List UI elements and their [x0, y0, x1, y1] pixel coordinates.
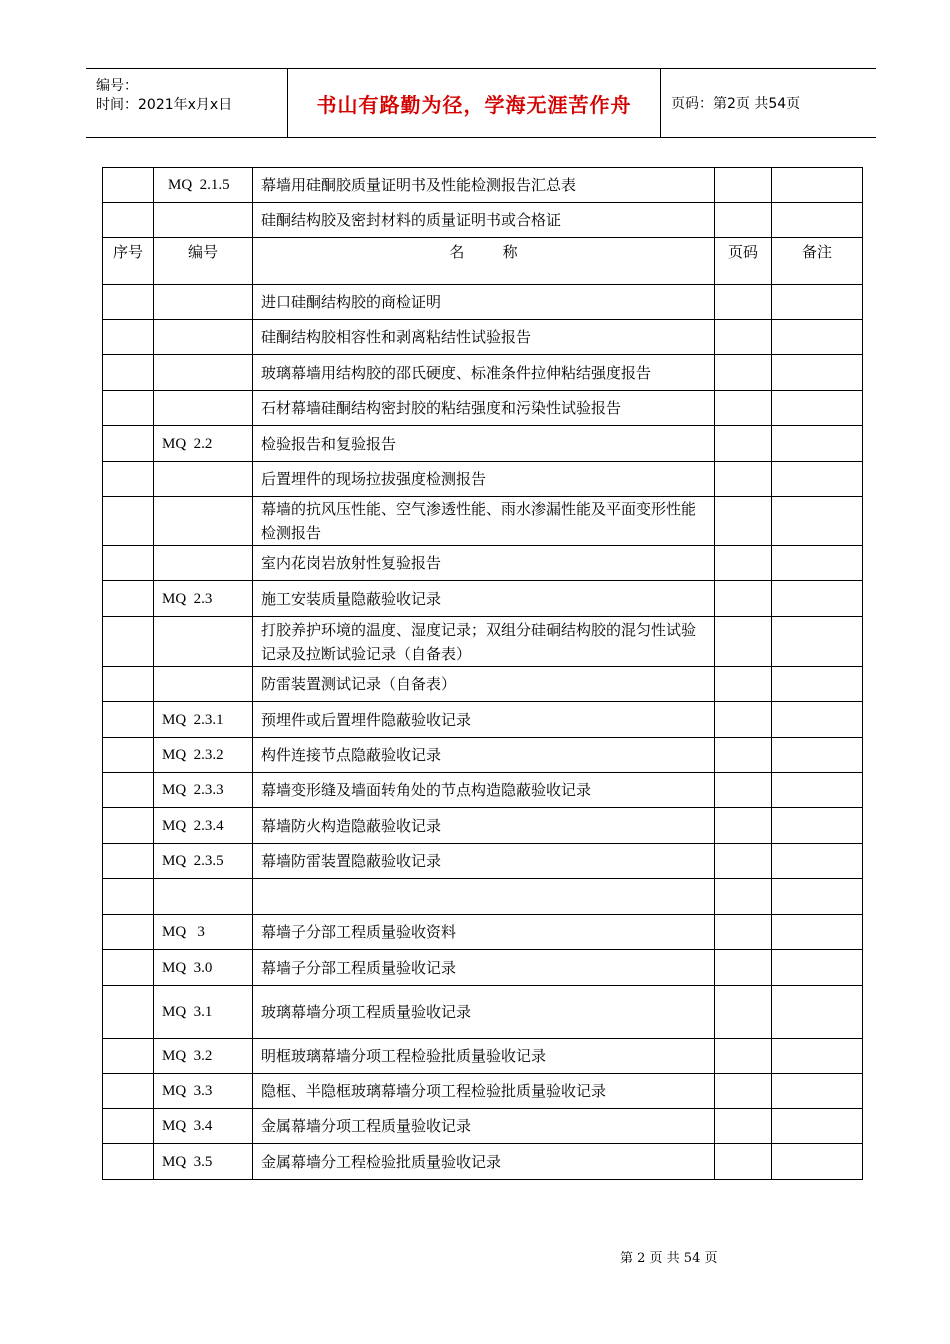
note-cell [772, 581, 863, 617]
seq-cell [103, 285, 154, 320]
page-cell [715, 915, 772, 950]
table-row [103, 617, 863, 667]
page-cell [715, 617, 772, 667]
table-row [103, 915, 863, 950]
code-cell: MQ 2.3.5 [154, 844, 253, 879]
document-time-label: 时间：2021年x月x日 [96, 97, 233, 113]
note-cell [772, 773, 863, 808]
name-cell: 幕墙的抗风压性能、空气渗透性能、雨水渗漏性能及平面变形性能检测报告 [253, 497, 715, 546]
seq-cell [103, 879, 154, 915]
table-row [103, 1109, 863, 1144]
name-cell: 施工安装质量隐蔽验收记录 [253, 581, 715, 617]
seq-cell [103, 168, 154, 203]
table-row [103, 1144, 863, 1180]
name-cell: 隐框、半隐框玻璃幕墙分项工程检验批质量验收记录 [253, 1074, 715, 1109]
code-cell [154, 546, 253, 581]
code-cell: MQ 3.3 [154, 1074, 253, 1109]
code-cell: MQ 3 [154, 915, 253, 950]
seq-cell [103, 986, 154, 1039]
seq-cell [103, 773, 154, 808]
seq-cell [103, 844, 154, 879]
code-cell: MQ 2.3 [154, 581, 253, 617]
code-cell [154, 879, 253, 915]
table-row [103, 950, 863, 986]
table-row [103, 355, 863, 391]
seq-cell [103, 391, 154, 426]
name-cell: 硅酮结构胶相容性和剥离粘结性试验报告 [253, 320, 715, 355]
column-header-seq: 序号 [103, 238, 154, 285]
note-cell [772, 915, 863, 950]
page-cell [715, 581, 772, 617]
document-index-table [102, 167, 863, 1180]
column-header-page: 页码 [715, 238, 772, 285]
seq-cell [103, 203, 154, 238]
name-cell: 硅酮结构胶及密封材料的质量证明书或合格证 [253, 203, 715, 238]
table-body [103, 285, 863, 1180]
code-cell [154, 285, 253, 320]
code-cell [154, 497, 253, 546]
seq-cell [103, 667, 154, 702]
name-cell: 幕墙子分部工程质量验收记录 [253, 950, 715, 986]
page-header [86, 68, 876, 138]
seq-cell [103, 950, 154, 986]
header-page-cell [661, 69, 876, 137]
note-cell [772, 462, 863, 497]
table-row [103, 462, 863, 497]
seq-cell [103, 1039, 154, 1074]
header-page-info: 页码：第2页 共54页 [671, 96, 801, 112]
name-cell: 玻璃幕墙用结构胶的邵氏硬度、标准条件拉伸粘结强度报告 [253, 355, 715, 391]
note-cell [772, 738, 863, 773]
name-cell: 后置埋件的现场拉拔强度检测报告 [253, 462, 715, 497]
table-row [103, 738, 863, 773]
table-row [103, 702, 863, 738]
name-cell: 明框玻璃幕墙分项工程检验批质量验收记录 [253, 1039, 715, 1074]
note-cell [772, 986, 863, 1039]
page-cell [715, 808, 772, 844]
page-cell [715, 355, 772, 391]
table-row [103, 773, 863, 808]
table-row [103, 203, 863, 238]
page-cell [715, 950, 772, 986]
page-cell [715, 320, 772, 355]
seq-cell [103, 355, 154, 391]
table-row [103, 320, 863, 355]
table-row [103, 285, 863, 320]
code-cell: MQ 2.3.1 [154, 702, 253, 738]
note-cell [772, 1039, 863, 1074]
document-number-label: 编号： [96, 78, 138, 94]
page-cell [715, 168, 772, 203]
table-header-row [103, 238, 863, 285]
page-cell [715, 1039, 772, 1074]
code-cell [154, 462, 253, 497]
name-cell: 金属幕墙分工程检验批质量验收记录 [253, 1144, 715, 1180]
code-cell: MQ 2.2 [154, 426, 253, 462]
name-cell: 检验报告和复验报告 [253, 426, 715, 462]
page-cell [715, 1144, 772, 1180]
note-cell [772, 667, 863, 702]
name-cell: 金属幕墙分项工程质量验收记录 [253, 1109, 715, 1144]
page-cell [715, 1074, 772, 1109]
code-cell: MQ 2.3.2 [154, 738, 253, 773]
table-row [103, 391, 863, 426]
seq-cell [103, 1109, 154, 1144]
note-cell [772, 546, 863, 581]
note-cell [772, 702, 863, 738]
seq-cell [103, 915, 154, 950]
note-cell [772, 285, 863, 320]
code-cell [154, 320, 253, 355]
name-cell: 幕墙防火构造隐蔽验收记录 [253, 808, 715, 844]
column-header-note: 备注 [772, 238, 863, 285]
name-cell [253, 879, 715, 915]
table-row [103, 546, 863, 581]
seq-cell [103, 702, 154, 738]
seq-cell [103, 808, 154, 844]
page-cell [715, 203, 772, 238]
note-cell [772, 355, 863, 391]
note-cell [772, 391, 863, 426]
table-row [103, 986, 863, 1039]
page-cell [715, 667, 772, 702]
name-cell: 构件连接节点隐蔽验收记录 [253, 738, 715, 773]
seq-cell [103, 546, 154, 581]
table-row [103, 426, 863, 462]
note-cell [772, 1109, 863, 1144]
page-cell [715, 986, 772, 1039]
name-cell: 幕墙变形缝及墙面转角处的节点构造隐蔽验收记录 [253, 773, 715, 808]
code-cell: MQ 3.5 [154, 1144, 253, 1180]
page-cell [715, 702, 772, 738]
note-cell [772, 203, 863, 238]
table-row [103, 667, 863, 702]
seq-cell [103, 617, 154, 667]
note-cell [772, 617, 863, 667]
code-cell: MQ 2.3.3 [154, 773, 253, 808]
table-row [103, 1074, 863, 1109]
note-cell [772, 1144, 863, 1180]
table-row [103, 168, 863, 203]
header-motto: 书山有路勤为径，学海无涯苦作舟 [316, 92, 632, 117]
code-cell: MQ 2.3.4 [154, 808, 253, 844]
name-cell: 幕墙用硅酮胶质量证明书及性能检测报告汇总表 [253, 168, 715, 203]
page-cell [715, 844, 772, 879]
code-cell: MQ 3.4 [154, 1109, 253, 1144]
seq-cell [103, 1144, 154, 1180]
table-row [103, 1039, 863, 1074]
seq-cell [103, 1074, 154, 1109]
page-cell [715, 497, 772, 546]
header-motto-cell [288, 69, 661, 137]
table-row [103, 844, 863, 879]
note-cell [772, 426, 863, 462]
code-cell: MQ 3.1 [154, 986, 253, 1039]
code-cell: MQ 3.2 [154, 1039, 253, 1074]
page-footer: 第 2 页 共 54 页 [620, 1251, 718, 1266]
note-cell [772, 320, 863, 355]
code-cell [154, 203, 253, 238]
note-cell [772, 879, 863, 915]
name-cell: 进口硅酮结构胶的商检证明 [253, 285, 715, 320]
page-cell [715, 462, 772, 497]
code-cell [154, 617, 253, 667]
page-cell [715, 426, 772, 462]
code-cell [154, 667, 253, 702]
page-cell [715, 546, 772, 581]
page-cell [715, 391, 772, 426]
seq-cell [103, 320, 154, 355]
name-cell: 室内花岗岩放射性复验报告 [253, 546, 715, 581]
table-row [103, 808, 863, 844]
name-cell: 打胶养护环境的温度、湿度记录；双组分硅硐结构胶的混匀性试验记录及拉断试验记录（自备表） [253, 617, 715, 667]
seq-cell [103, 426, 154, 462]
name-cell: 玻璃幕墙分项工程质量验收记录 [253, 986, 715, 1039]
name-cell: 防雷装置测试记录（自备表） [253, 667, 715, 702]
note-cell [772, 168, 863, 203]
page-cell [715, 285, 772, 320]
note-cell [772, 844, 863, 879]
column-header-name: 名 称 [253, 238, 715, 285]
table-row [103, 879, 863, 915]
note-cell [772, 950, 863, 986]
table-row [103, 581, 863, 617]
page-cell [715, 738, 772, 773]
note-cell [772, 808, 863, 844]
code-cell: MQ 2.1.5 [154, 168, 253, 203]
code-cell: MQ 3.0 [154, 950, 253, 986]
header-meta-cell [86, 69, 288, 137]
code-cell [154, 355, 253, 391]
name-cell: 幕墙防雷装置隐蔽验收记录 [253, 844, 715, 879]
name-cell: 幕墙子分部工程质量验收资料 [253, 915, 715, 950]
code-cell [154, 391, 253, 426]
seq-cell [103, 581, 154, 617]
page-cell [715, 879, 772, 915]
name-cell: 预埋件或后置埋件隐蔽验收记录 [253, 702, 715, 738]
table-row [103, 497, 863, 546]
seq-cell [103, 738, 154, 773]
name-cell: 石材幕墙硅酮结构密封胶的粘结强度和污染性试验报告 [253, 391, 715, 426]
note-cell [772, 497, 863, 546]
seq-cell [103, 462, 154, 497]
seq-cell [103, 497, 154, 546]
note-cell [772, 1074, 863, 1109]
page-cell [715, 773, 772, 808]
column-header-code: 编号 [154, 238, 253, 285]
page-cell [715, 1109, 772, 1144]
